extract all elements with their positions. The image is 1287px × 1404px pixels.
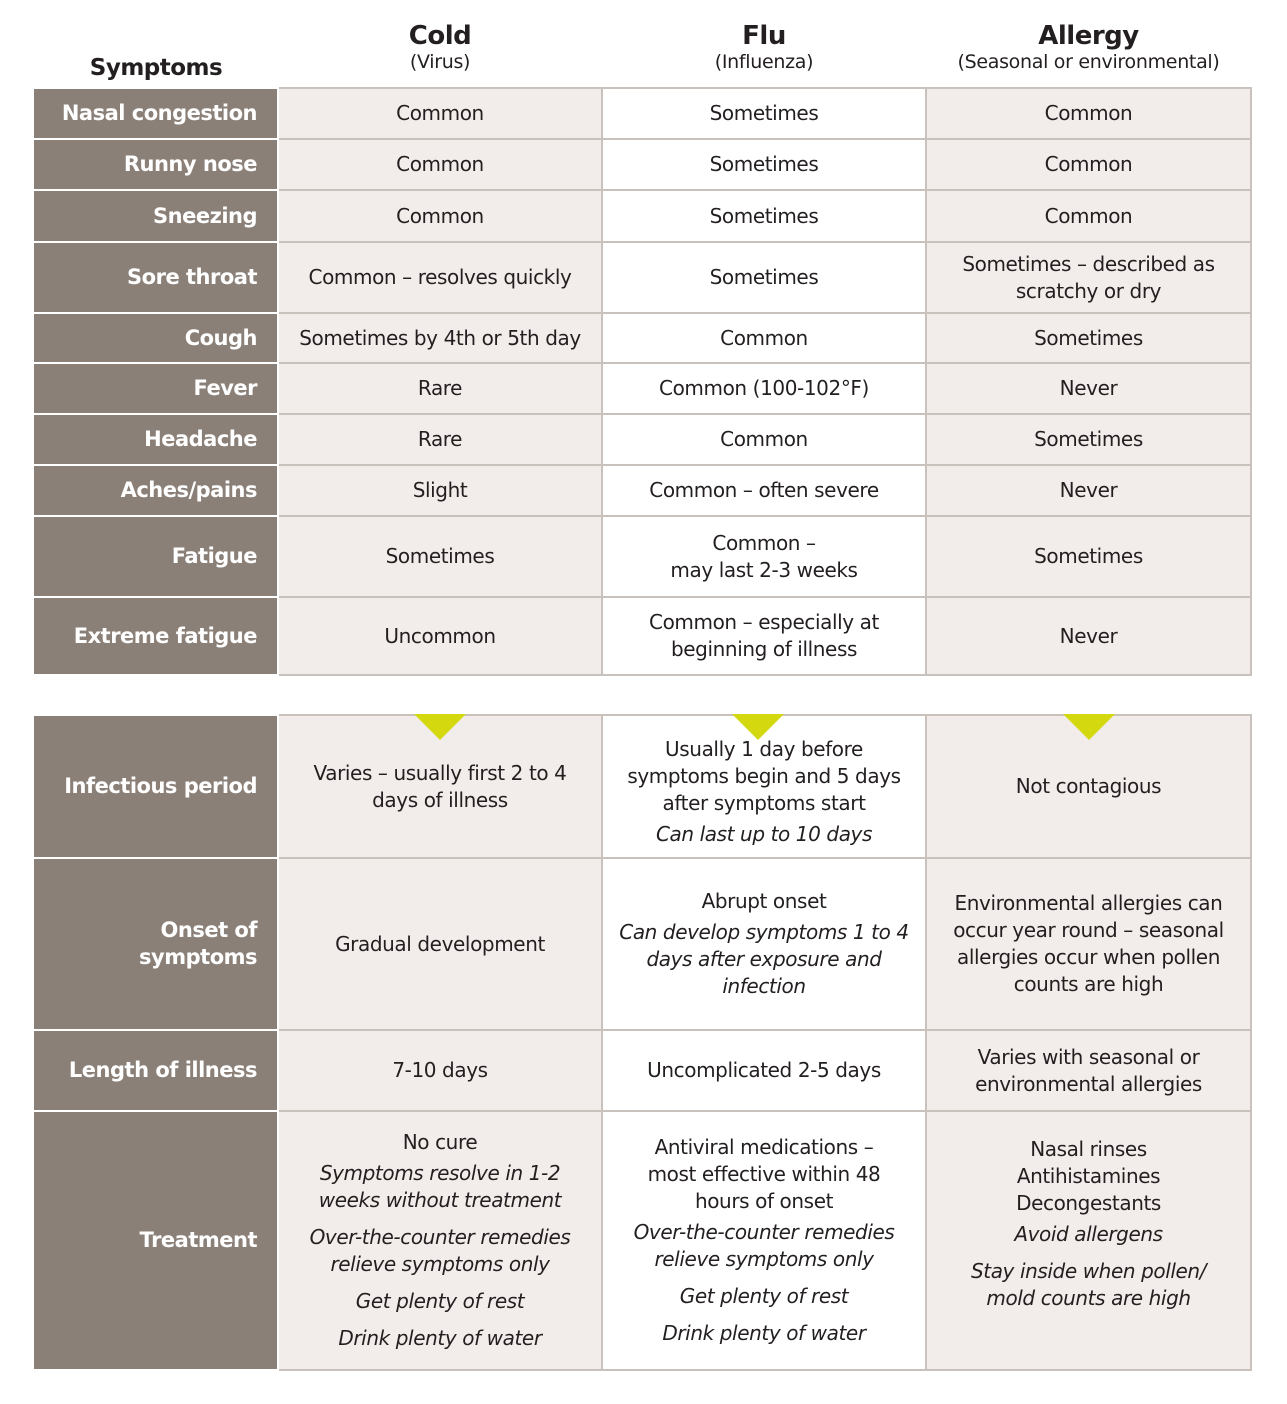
flu-line: Usually 1 day before <box>665 736 863 761</box>
cold-line: days of illness <box>372 787 508 812</box>
allergy-line: environmental allergies <box>975 1071 1202 1096</box>
row-label: Aches/pains <box>34 465 278 516</box>
table-row <box>34 414 1251 465</box>
symptoms-table <box>34 87 1252 676</box>
flu-cell: Uncomplicated 2-5 days <box>602 1030 926 1111</box>
allergy-line: Varies with seasonal or <box>977 1044 1200 1069</box>
cold-line: No cure <box>402 1130 478 1154</box>
table-row <box>34 1111 1251 1370</box>
table-row <box>34 139 1251 190</box>
section-gap <box>34 676 1251 714</box>
allergy-title: Allergy <box>1038 21 1139 51</box>
cold-title: Cold <box>408 21 472 51</box>
row-label: Onset of symptoms <box>34 858 278 1030</box>
flu-line: may last 2-3 weeks <box>670 557 858 582</box>
allergy-line: Environmental allergies can <box>954 891 1223 915</box>
allergy-note: mold counts are high <box>986 1286 1191 1310</box>
row-label: Fever <box>34 363 278 414</box>
cold-cell: Common <box>278 139 602 190</box>
row-label: Treatment <box>34 1111 278 1370</box>
flu-line: beginning of illness <box>670 637 857 661</box>
flu-line: Abrupt onset <box>701 889 827 913</box>
row-label: Length of illness <box>34 1030 278 1111</box>
flu-cell: Sometimes <box>602 242 926 313</box>
cold-subtitle: (Virus) <box>409 50 471 73</box>
allergy-subtitle: (Seasonal or environmental) <box>957 50 1220 73</box>
flu-line: symptoms begin and 5 days <box>627 763 901 788</box>
cold-line: Varies – usually first 2 to 4 <box>313 760 567 785</box>
table-row <box>34 190 1251 242</box>
flu-line: hours of onset <box>694 1189 834 1213</box>
allergy-cell: Common <box>926 88 1251 139</box>
cold-note: Drink plenty of water <box>338 1326 542 1350</box>
allergy-line: Nasal rinses <box>1030 1137 1147 1161</box>
cold-cell <box>278 1111 602 1370</box>
allergy-line: scratchy or dry <box>1015 278 1162 303</box>
flu-line: Common – especially at <box>649 610 879 634</box>
table-row <box>34 313 1251 363</box>
flu-line: after symptoms start <box>662 790 866 815</box>
flu-title: Flu <box>742 21 786 51</box>
allergy-note: Stay inside when pollen/ <box>970 1259 1207 1283</box>
cold-cell: Rare <box>278 414 602 465</box>
cold-note: Over-the-counter remedies <box>309 1225 571 1249</box>
allergy-cell: Common <box>926 139 1251 190</box>
cold-header <box>278 22 602 74</box>
allergy-line: occur year round – seasonal <box>953 918 1224 942</box>
cold-cell: Slight <box>278 465 602 516</box>
flu-cell <box>602 516 926 597</box>
flu-note: Drink plenty of water <box>662 1321 866 1345</box>
flu-note: Get plenty of rest <box>679 1284 849 1308</box>
cold-cell: Sometimes by 4th or 5th day <box>278 313 602 363</box>
flu-line: Common – <box>712 530 816 555</box>
allergy-line: allergies occur when pollen <box>957 945 1220 969</box>
row-label: Infectious period <box>34 715 278 858</box>
row-label: Nasal congestion <box>34 88 278 139</box>
flu-line: most effective within 48 <box>647 1162 881 1186</box>
flu-header <box>602 22 926 74</box>
row-label: Runny nose <box>34 139 278 190</box>
table-row <box>34 88 1251 139</box>
flu-line: Antiviral medications – <box>654 1135 874 1159</box>
flu-note: Can last up to 10 days <box>655 821 873 846</box>
flu-cell: Sometimes <box>602 88 926 139</box>
allergy-line: counts are high <box>1013 972 1164 996</box>
flu-note: Over-the-counter remedies <box>633 1220 895 1244</box>
flu-cell: Sometimes <box>602 190 926 242</box>
down-arrow-icon <box>1063 714 1115 740</box>
allergy-cell: Sometimes <box>926 516 1251 597</box>
table-row <box>34 516 1251 597</box>
row-label: Headache <box>34 414 278 465</box>
flu-note: Can develop symptoms 1 to 4 <box>619 920 909 944</box>
allergy-cell: Sometimes <box>926 313 1251 363</box>
flu-note: relieve symptoms only <box>654 1247 874 1271</box>
table-row <box>34 597 1251 675</box>
flu-cell: Sometimes <box>602 139 926 190</box>
table-row <box>34 363 1251 414</box>
cold-cell: Uncommon <box>278 597 602 675</box>
cold-note: weeks without treatment <box>318 1188 562 1212</box>
row-label: Fatigue <box>34 516 278 597</box>
allergy-cell <box>926 1111 1251 1370</box>
flu-cell: Common (100-102°F) <box>602 363 926 414</box>
flu-cell <box>602 597 926 675</box>
cold-cell: Common <box>278 190 602 242</box>
details-section <box>34 714 1251 1371</box>
row-label: Sore throat <box>34 242 278 313</box>
row-label: Extreme fatigue <box>34 597 278 675</box>
cold-cell: Gradual development <box>278 858 602 1030</box>
row-label: Cough <box>34 313 278 363</box>
allergy-cell: Never <box>926 465 1251 516</box>
cold-cell: 7-10 days <box>278 1030 602 1111</box>
flu-cell: Common <box>602 414 926 465</box>
allergy-cell: Sometimes <box>926 414 1251 465</box>
allergy-cell: Not contagious <box>926 715 1251 858</box>
cold-cell: Common – resolves quickly <box>278 242 602 313</box>
cold-note: Get plenty of rest <box>355 1289 525 1313</box>
cold-cell: Sometimes <box>278 516 602 597</box>
allergy-cell: Never <box>926 597 1251 675</box>
flu-subtitle: (Influenza) <box>714 50 814 73</box>
allergy-cell <box>926 242 1251 313</box>
allergy-cell <box>926 1030 1251 1111</box>
down-arrow-icon <box>414 714 466 740</box>
row-label: Sneezing <box>34 190 278 242</box>
details-table <box>34 714 1252 1371</box>
allergy-header <box>926 22 1251 74</box>
allergy-note: Avoid allergens <box>1014 1222 1163 1246</box>
table-row <box>34 858 1251 1030</box>
allergy-line: Decongestants <box>1016 1191 1161 1215</box>
down-arrow-icon <box>732 714 784 740</box>
comparison-chart <box>34 22 1251 1371</box>
allergy-cell: Common <box>926 190 1251 242</box>
cold-note: relieve symptoms only <box>330 1252 550 1276</box>
allergy-line: Antihistamines <box>1016 1164 1161 1188</box>
flu-cell <box>602 858 926 1030</box>
symptoms-header: Symptoms <box>89 55 223 81</box>
flu-note: days after exposure and infection <box>646 947 882 998</box>
table-row <box>34 1030 1251 1111</box>
allergy-cell <box>926 858 1251 1030</box>
flu-cell: Common – often severe <box>602 465 926 516</box>
cold-note: Symptoms resolve in 1-2 <box>319 1161 561 1185</box>
flu-cell: Common <box>602 313 926 363</box>
flu-cell <box>602 1111 926 1370</box>
table-row <box>34 465 1251 516</box>
allergy-line: Sometimes – described as <box>962 251 1215 276</box>
allergy-cell: Never <box>926 363 1251 414</box>
cold-cell: Common <box>278 88 602 139</box>
table-header <box>34 22 1251 87</box>
cold-cell: Rare <box>278 363 602 414</box>
table-row <box>34 242 1251 313</box>
